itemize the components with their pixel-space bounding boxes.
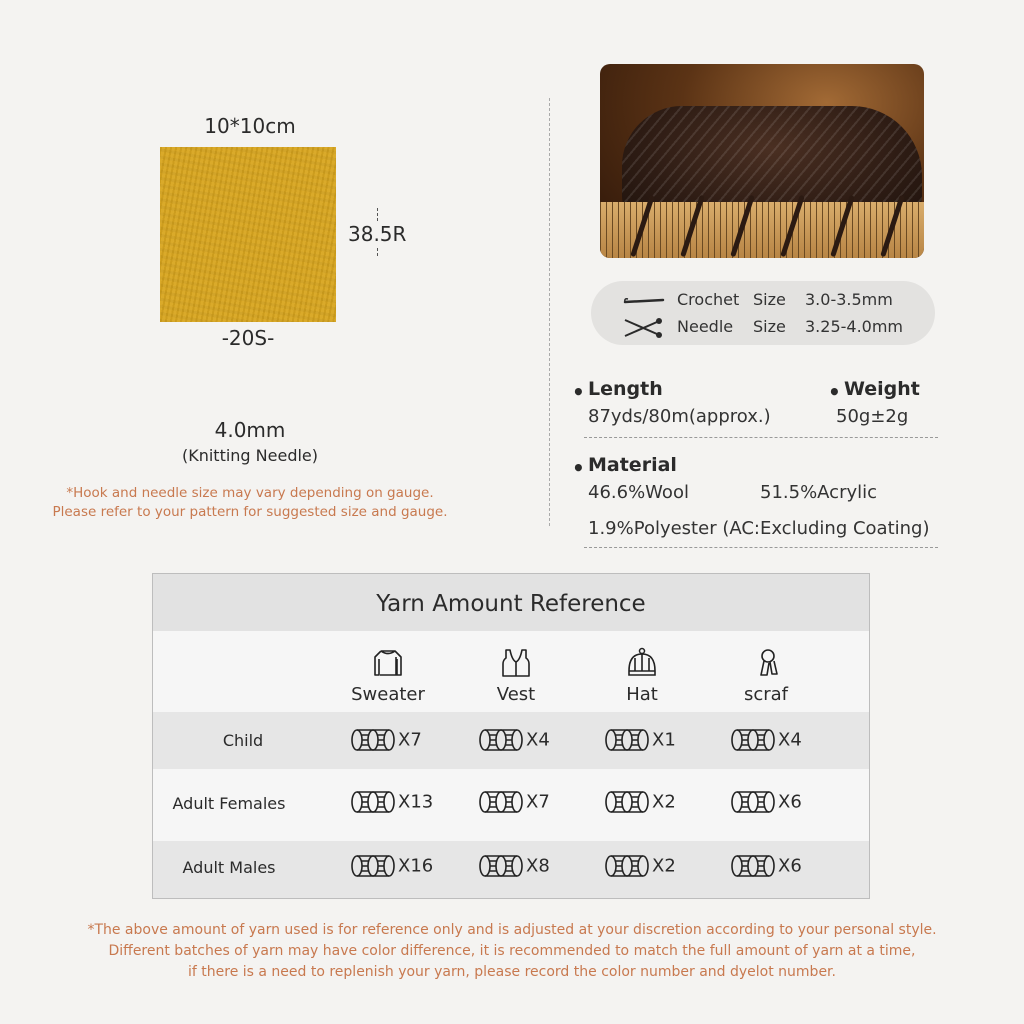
- tool-name: Needle: [677, 317, 734, 336]
- yarn-count: X1: [652, 729, 676, 751]
- yarn-count: X6: [778, 791, 802, 813]
- length-label: Length: [588, 378, 663, 400]
- dashed-separator: [584, 547, 938, 548]
- bullet-dot: •: [572, 456, 585, 480]
- skein-icon: [730, 853, 776, 879]
- tool-name: Crochet: [677, 290, 740, 309]
- tool-size-value: 3.0-3.5mm: [805, 290, 893, 309]
- yarn-amount-cell: [350, 727, 422, 757]
- tool-size-label: Size: [753, 290, 786, 309]
- yarn-amount-cell: [604, 727, 676, 757]
- bullet-dot: •: [572, 380, 585, 404]
- skein-icon: [350, 727, 396, 753]
- material-acrylic: 51.5%Acrylic: [760, 482, 878, 503]
- yarn-amount-cell: [350, 853, 433, 883]
- yarn-amount-cell: [478, 727, 550, 757]
- bullet-dot: •: [828, 380, 841, 404]
- skein-icon: [478, 789, 524, 815]
- yarn-count: X7: [526, 791, 550, 813]
- yarn-count: X2: [652, 791, 676, 813]
- yarn-amount-cell: [604, 853, 676, 883]
- skein-icon: [730, 789, 776, 815]
- gauge-note-line-1: *Hook and needle size may vary depending on gauge.: [66, 485, 434, 501]
- hat-icon: [626, 647, 658, 679]
- length-value: 87yds/80m(approx.): [588, 406, 771, 427]
- yarn-amount-cell: [604, 789, 676, 819]
- yarn-count: X4: [778, 729, 802, 751]
- tool-size-value: 3.25-4.0mm: [805, 317, 904, 336]
- footnote: [20, 920, 1004, 983]
- tool-row-crochet: [591, 289, 935, 313]
- dashed-separator: [584, 437, 938, 438]
- yarn-amount-cell: [730, 853, 802, 883]
- material-wool: 46.6%Wool: [588, 482, 689, 503]
- yarn-ball-photo: [600, 64, 924, 258]
- yarn-amount-cell: [730, 789, 802, 819]
- footnote-line-1: *The above amount of yarn used is for reference only and is adjusted at your discretion according to your personal style.: [87, 922, 937, 938]
- sweater-icon: [372, 647, 404, 679]
- weight-label: Weight: [844, 378, 920, 400]
- tool-size-panel: [591, 281, 935, 345]
- needle-type-text: (Knitting Needle): [181, 446, 319, 465]
- yarn-amount-cell: [350, 789, 433, 819]
- skein-icon: [350, 853, 396, 879]
- skein-icon: [730, 727, 776, 753]
- tool-row-needle: [591, 316, 935, 340]
- row-label-adult-males: Adult Males: [182, 858, 276, 877]
- crochet-hook-icon: [623, 291, 665, 311]
- skein-icon: [604, 789, 650, 815]
- gauge-note: [20, 484, 480, 522]
- skein-icon: [604, 727, 650, 753]
- needle-size-text: 4.0mm: [214, 418, 286, 442]
- vest-icon: [500, 647, 532, 679]
- yarn-amount-table: [152, 573, 870, 899]
- tool-size-label: Size: [753, 317, 786, 336]
- row-label-child: Child: [222, 731, 264, 750]
- yarn-amount-cell: [478, 789, 550, 819]
- footnote-line-3: if there is a need to replenish your yarn, please record the color number and dyelot number.: [188, 964, 836, 980]
- gauge-rows-label: 38.5R: [348, 222, 407, 246]
- skein-icon: [478, 727, 524, 753]
- skein-icon: [604, 853, 650, 879]
- weight-value: 50g±2g: [836, 406, 909, 427]
- gauge-swatch-image: [160, 147, 336, 322]
- yarn-count: X4: [526, 729, 550, 751]
- yarn-count: X8: [526, 855, 550, 877]
- gauge-stitches-label: -20S-: [221, 326, 275, 350]
- yarn-count: X6: [778, 855, 802, 877]
- material-polyester: 1.9%Polyester (AC:Excluding Coating): [588, 518, 930, 539]
- yarn-amount-cell: [478, 853, 550, 883]
- knitting-needles-icon: [623, 318, 665, 338]
- yarn-count: X16: [398, 855, 434, 877]
- yarn-count: X2: [652, 855, 676, 877]
- gauge-note-line-2: Please refer to your pattern for suggested size and gauge.: [52, 504, 448, 520]
- column-scarf: scraf: [743, 684, 789, 705]
- scarf-icon: [752, 647, 784, 679]
- yarn-count: X13: [398, 791, 434, 813]
- yarn-count: X7: [398, 729, 422, 751]
- vertical-divider: [549, 98, 550, 526]
- table-title: Yarn Amount Reference: [153, 574, 869, 631]
- row-label-adult-females: Adult Females: [172, 794, 286, 813]
- yarn-amount-cell: [730, 727, 802, 757]
- material-label: Material: [588, 454, 677, 476]
- gauge-size-label: 10*10cm: [204, 114, 296, 138]
- column-sweater: Sweater: [351, 684, 425, 705]
- skein-icon: [350, 789, 396, 815]
- column-vest: Vest: [496, 684, 536, 705]
- column-hat: Hat: [626, 684, 658, 705]
- footnote-line-2: Different batches of yarn may have color difference, it is recommended to match the full amount of yarn at a time,: [108, 943, 916, 959]
- skein-icon: [478, 853, 524, 879]
